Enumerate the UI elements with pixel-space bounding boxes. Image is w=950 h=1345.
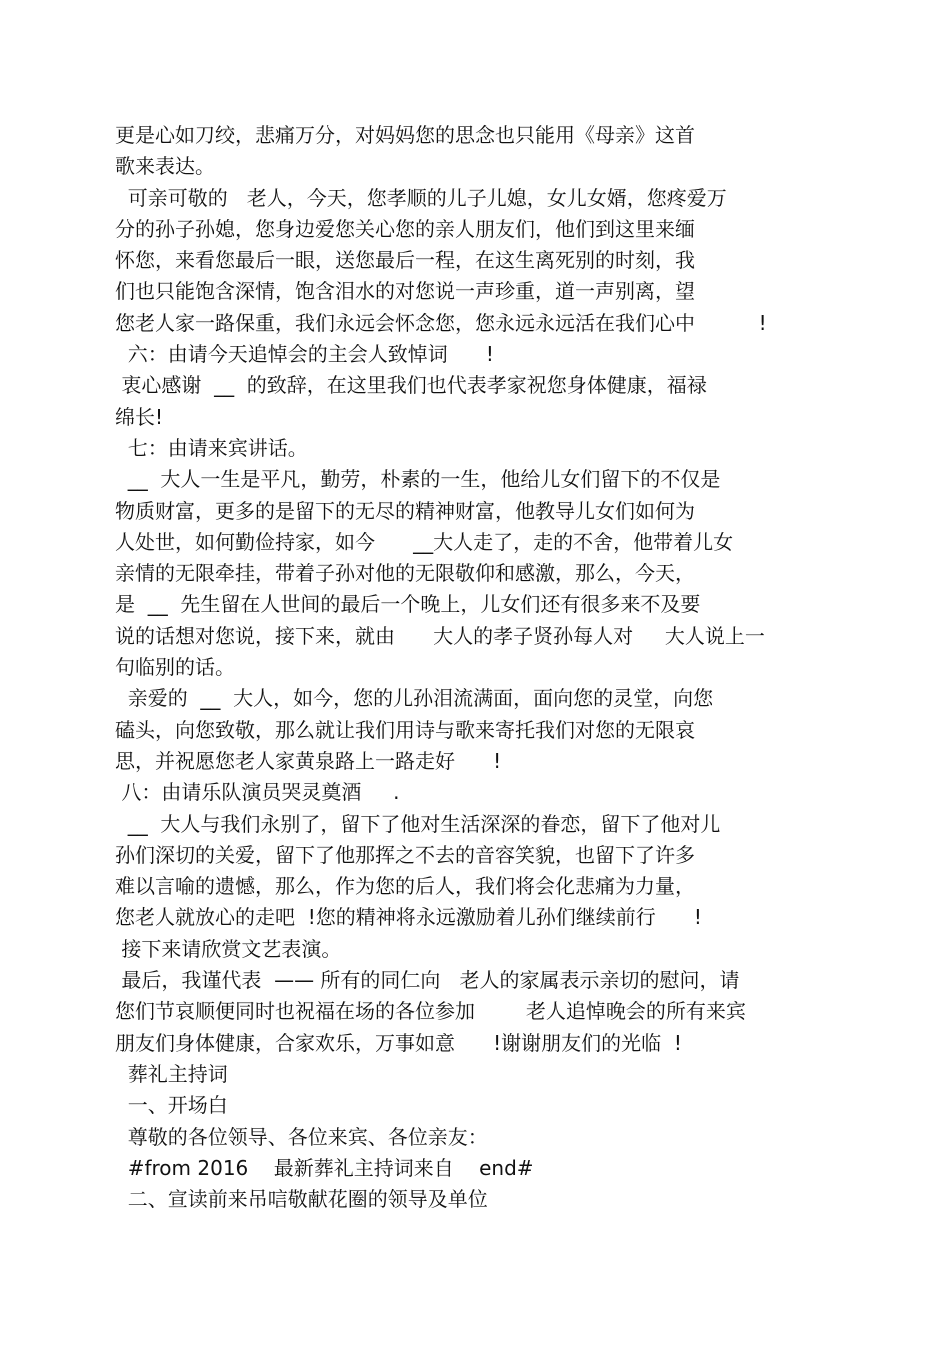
text-line: 们也只能饱含深情，饱含泪水的对您说一声珍重，道一声别离，望 [115, 279, 695, 304]
text-line: 难以言喻的遗憾，那么，作为您的后人，我们将会化悲痛为力量， [115, 874, 695, 899]
text-line: __ 大人一生是平凡，勤劳，朴素的一生，他给儿女们留下的不仅是 [115, 467, 721, 492]
text-line: 磕头，向您致敬，那么就让我们用诗与歌来寄托我们对您的无限哀 [115, 717, 695, 742]
text-line: 您老人家一路保重，我们永远会怀念您，您永远永远活在我们心中 ! [115, 310, 767, 335]
section-heading: 七：由请来宾讲话。 [115, 435, 308, 460]
text-line: __ 大人与我们永别了，留下了他对生活深深的眷恋，留下了他对儿 [115, 811, 721, 836]
text-line: 您老人就放心的走吧 !您的精神将永远激励着儿孙们继续前行 ! [115, 905, 702, 930]
text-line: 可亲可敬的 老人，今天，您孝顺的儿子儿媳，女儿女婿，您疼爱万 [115, 185, 727, 210]
text-line: 您们节哀顺便同时也祝福在场的各位参加 老人追悼晚会的所有来宾 [115, 999, 746, 1024]
text-line: 人处世，如何勤俭持家，如今 __大人走了，走的不舍，他带着儿女 [115, 529, 734, 554]
text-line: 思，并祝愿您老人家黄泉路上一路走好 ! [115, 748, 502, 773]
text-line: 衷心感谢 __ 的致辞，在这里我们也代表孝家祝您身体健康，福禄 [115, 373, 707, 398]
text-line: 更是心如刀绞，悲痛万分，对妈妈您的思念也只能用《母亲》这首 [115, 123, 695, 147]
text-line: 最后，我谨代表 —— 所有的同仁向 老人的家属表示亲切的慰问，请 [115, 968, 740, 993]
text-line: 绵长! [115, 404, 164, 429]
document-body [115, 120, 835, 1215]
section-heading: 一、开场白 [115, 1093, 228, 1118]
text-line: #from 2016 最新葬礼主持词来自 end# [115, 1155, 534, 1180]
text-line: 接下来请欣赏文艺表演。 [115, 936, 342, 961]
text-line: 亲情的无限牵挂，带着子孙对他的无限敬仰和感激，那么，今天， [115, 561, 695, 586]
text-line: 句临别的话。 [115, 655, 235, 680]
section-heading: 二、宣读前来吊唁敬献花圈的领导及单位 [115, 1187, 488, 1212]
section-heading: 六：由请今天追悼会的主会人致悼词 ! [115, 342, 494, 367]
text-line: 亲爱的 __ 大人，如今，您的儿孙泪流满面，面向您的灵堂，向您 [115, 686, 714, 711]
text-line: 孙们深切的关爱，留下了他那挥之不去的音容笑貌，也留下了许多 [115, 842, 695, 867]
section-heading: 八：由请乐队演员哭灵奠酒 . [115, 780, 400, 805]
text-line: 物质财富，更多的是留下的无尽的精神财富，他教导儿女们如何为 [115, 498, 695, 523]
text-line: 尊敬的各位领导、各位来宾、各位亲友： [115, 1124, 488, 1149]
text-line: 说的话想对您说，接下来，就由 大人的孝子贤孙每人对 大人说上一 [115, 623, 765, 648]
text-line: 怀您，来看您最后一眼，送您最后一程，在这生离死别的时刻，我 [115, 248, 695, 273]
text-line: 歌来表达。 [115, 154, 215, 179]
text-line: 分的孙子孙媳，您身边爱您关心您的亲人朋友们，他们到这里来缅 [115, 216, 695, 241]
document-title: 葬礼主持词 [115, 1061, 228, 1086]
text-line: 朋友们身体健康，合家欢乐，万事如意 !谢谢朋友们的光临 ! [115, 1030, 682, 1055]
text-line: 是 __ 先生留在人世间的最后一个晚上，儿女们还有很多来不及要 [115, 592, 701, 617]
